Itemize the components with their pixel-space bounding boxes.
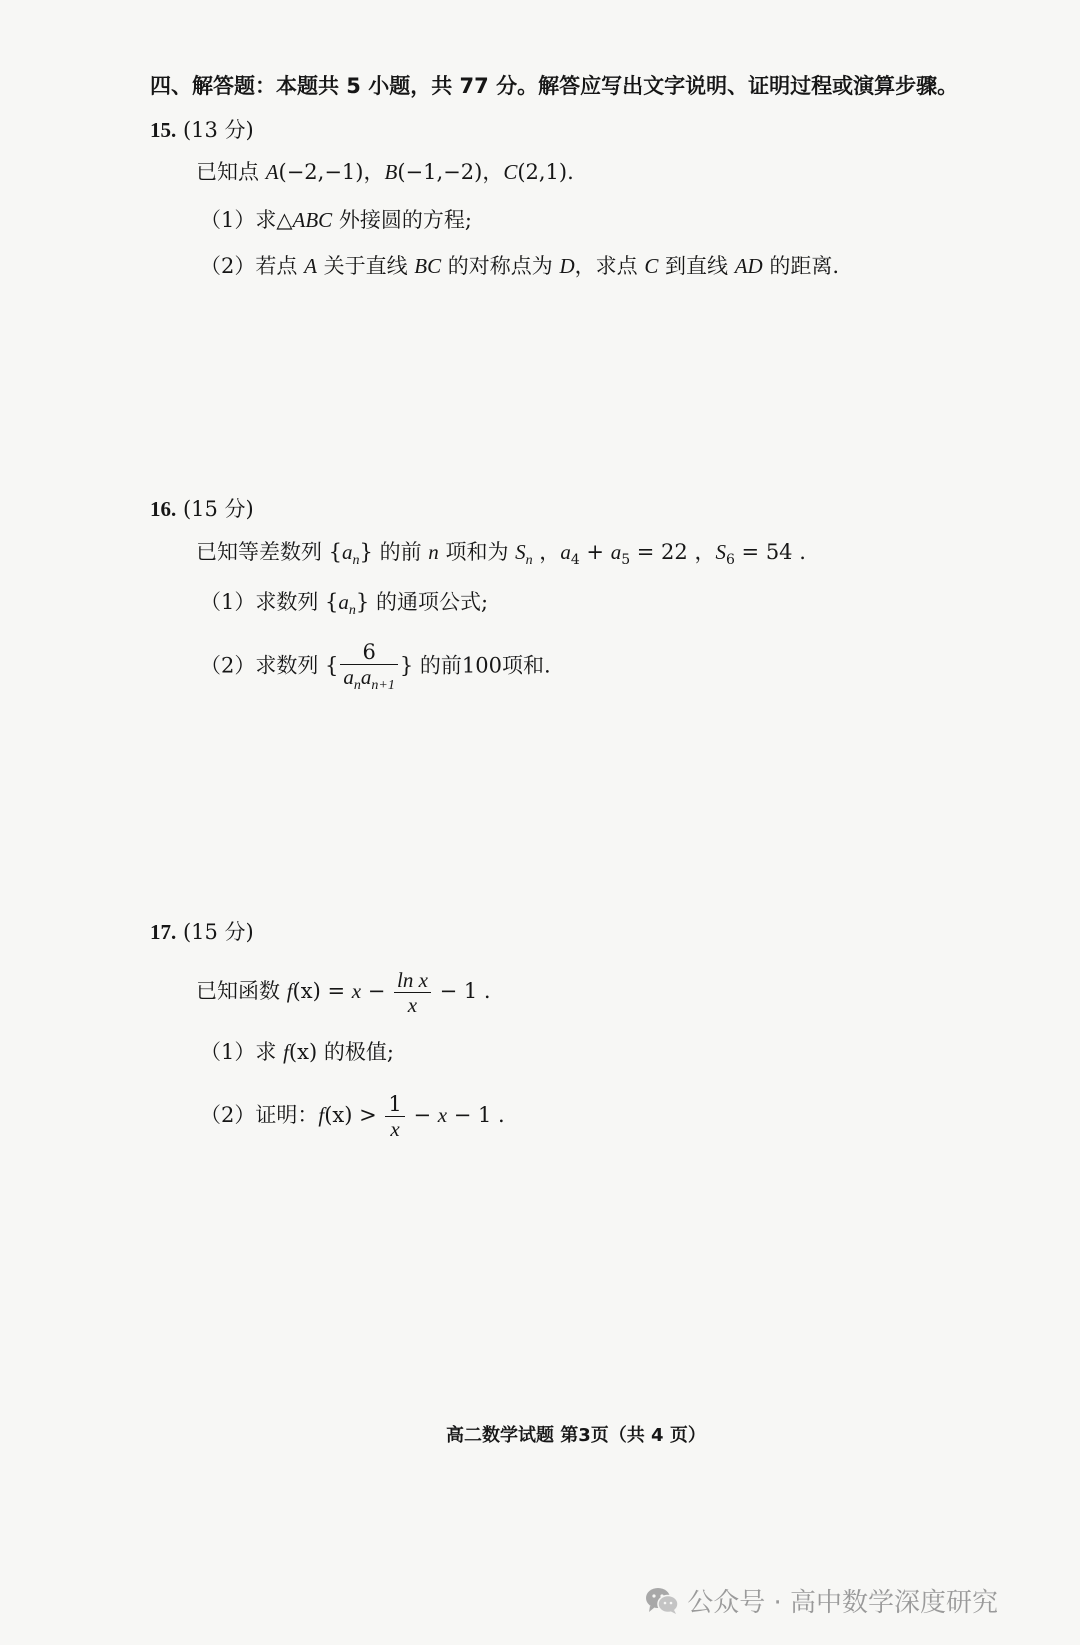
question-16-stem — [196, 540, 806, 570]
question-16-part-1 — [200, 590, 488, 620]
subscript: n — [353, 678, 361, 694]
fraction-denominator: x — [390, 1117, 400, 1142]
point-a-coordinates: (−2,−1) — [278, 160, 364, 184]
watermark-text: 公众号 · 高中数学深度研究 — [687, 1588, 998, 1618]
stem-text: 项和为 — [438, 540, 516, 564]
stem-end: − 1 . — [432, 979, 491, 1004]
question-15-part-2 — [200, 254, 839, 279]
part-text: 若点 — [255, 254, 305, 278]
equation-value: = 22 ， — [630, 540, 716, 564]
separator: ， — [363, 160, 385, 184]
stem-text: 已知点 — [196, 160, 266, 184]
part-label: （2） — [200, 653, 256, 678]
point-label: D — [559, 254, 575, 278]
question-15-header — [150, 118, 254, 143]
part-text: − 1 . — [447, 1103, 505, 1128]
function-argument: (x) — [292, 979, 321, 1004]
part-text: 的对称点为 — [441, 254, 560, 278]
term-symbol: a — [560, 540, 571, 564]
part-text: 的距离. — [762, 254, 840, 278]
stem-text: 已知等差数列 { — [196, 540, 343, 564]
sum-symbol: S — [715, 540, 726, 564]
part-text: } 的前100项和. — [399, 653, 551, 678]
fraction-denominator: x — [407, 993, 418, 1018]
fraction-numerator: ln x — [394, 968, 431, 993]
sequence-symbol: a — [338, 590, 349, 614]
question-15-part-1 — [200, 208, 472, 233]
point-label: C — [644, 254, 659, 278]
operator: = — [320, 979, 352, 1004]
question-15-stem — [196, 160, 574, 185]
line-label: BC — [414, 254, 442, 278]
part-text: 证明： — [255, 1103, 319, 1128]
point-c-coordinates: (2,1) — [517, 160, 568, 184]
part-text: 求数列 { — [255, 590, 339, 614]
equation-value: = 54 . — [734, 540, 806, 564]
function-argument: (x) — [324, 1103, 353, 1128]
question-17-stem — [196, 968, 491, 1017]
point-b-label: B — [384, 160, 398, 184]
function-argument: (x) — [288, 1040, 318, 1064]
stem-text: } 的前 — [359, 540, 429, 564]
part-text: 求数列 { — [255, 653, 339, 678]
triangle-label: ABC — [292, 208, 333, 232]
part-label: （1） — [200, 1040, 256, 1064]
subscript: 4 — [570, 552, 580, 568]
part-text: ，求点 — [574, 254, 645, 278]
point-label: A — [304, 254, 317, 278]
part-text: 求△ — [255, 208, 293, 232]
function-symbol: f — [283, 1040, 289, 1064]
operator: + — [579, 540, 611, 564]
fraction — [340, 640, 397, 694]
question-17-part-2 — [200, 1092, 505, 1141]
sum-symbol: S — [515, 540, 526, 564]
subscript: n — [525, 553, 533, 568]
part-label: （1） — [200, 208, 256, 232]
fraction-numerator: 6 — [340, 640, 397, 665]
question-17-header — [150, 920, 254, 945]
part-text: 外接圆的方程; — [332, 208, 472, 232]
sequence-symbol: a — [342, 540, 353, 564]
separator: ， — [482, 160, 504, 184]
operator: − — [361, 979, 392, 1004]
part-text: 关于直线 — [316, 254, 415, 278]
function-symbol: f — [286, 979, 293, 1004]
subscript: n — [348, 603, 356, 618]
part-text: 到直线 — [658, 254, 735, 278]
subscript: n+1 — [371, 678, 395, 694]
term-symbol: a — [360, 665, 372, 690]
stem-end: . — [567, 160, 574, 184]
question-number: 15. — [150, 118, 177, 142]
part-label: （2） — [200, 1103, 256, 1128]
stem-text: 已知函数 — [196, 979, 287, 1004]
part-text: 求 — [255, 1040, 284, 1064]
part-label: （1） — [200, 590, 256, 614]
line-label: AD — [734, 254, 763, 278]
part-label: （2） — [200, 254, 256, 278]
part-text: 的极值; — [317, 1040, 394, 1064]
point-c-label: C — [503, 160, 518, 184]
question-17-part-1 — [200, 1040, 394, 1065]
subscript: n — [352, 553, 360, 568]
subscript: 5 — [621, 552, 631, 568]
section-heading: 四、解答题：本题共 5 小题，共 77 分。解答应写出文字说明、证明过程或演算步骤。 — [150, 74, 959, 98]
page-footer: 高二数学试题 第3页（共 4 页） — [446, 1425, 706, 1446]
wechat-icon — [645, 1587, 679, 1615]
term-symbol: a — [343, 665, 354, 690]
fraction-numerator: 1 — [385, 1092, 404, 1117]
variable: x — [437, 1103, 448, 1128]
separator: ， — [532, 540, 561, 564]
term-symbol: a — [610, 540, 622, 564]
fraction — [394, 968, 431, 1017]
question-points: (15 分) — [182, 497, 254, 521]
question-16-part-2 — [200, 640, 551, 694]
operator: − — [406, 1103, 438, 1128]
fraction-denominator — [340, 665, 397, 694]
point-a-label: A — [265, 160, 279, 184]
question-16-header — [150, 497, 254, 522]
question-points: (15 分) — [182, 920, 254, 944]
question-number: 17. — [150, 920, 177, 944]
part-text: } 的通项公式; — [355, 590, 489, 614]
variable: x — [351, 979, 362, 1004]
operator: > — [352, 1103, 384, 1128]
variable: n — [428, 540, 439, 564]
subscript: 6 — [725, 552, 735, 568]
fraction — [385, 1092, 404, 1141]
watermark — [645, 1582, 998, 1619]
function-symbol: f — [318, 1103, 325, 1128]
question-points: (13 分) — [182, 118, 254, 142]
point-b-coordinates: (−1,−2) — [397, 160, 483, 184]
question-number: 16. — [150, 497, 177, 521]
